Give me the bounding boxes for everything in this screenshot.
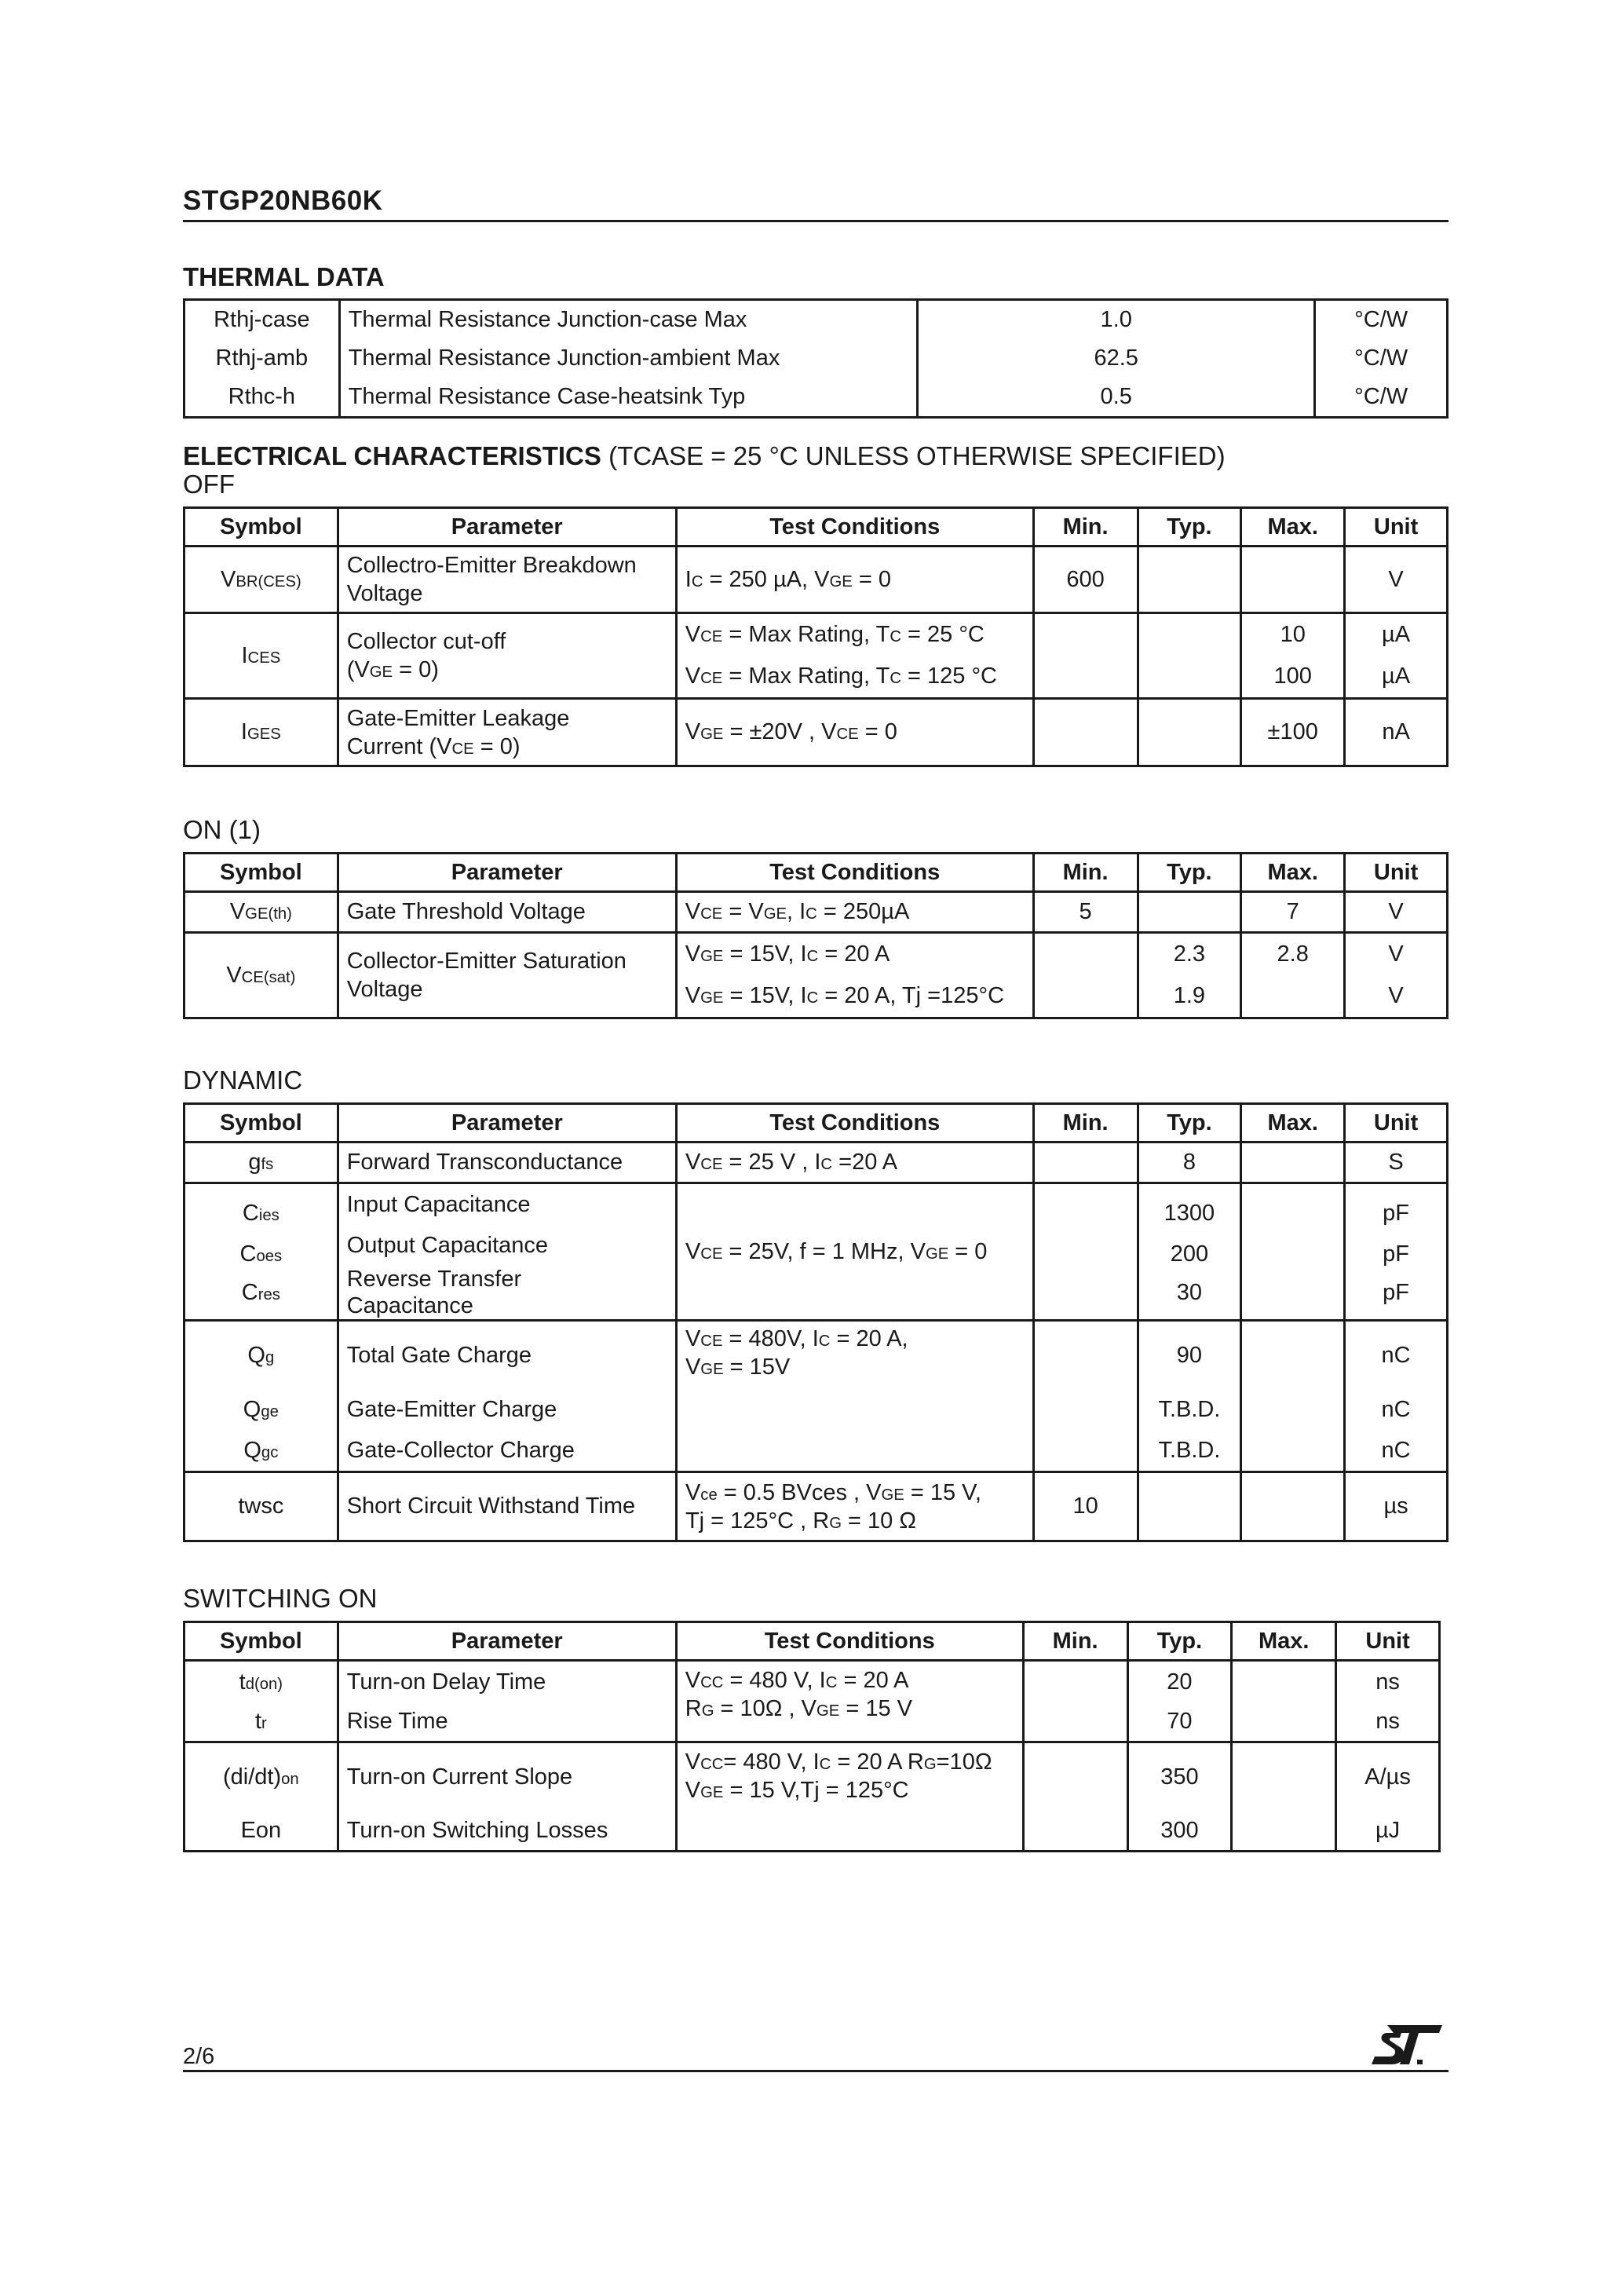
- col-min: Min.: [1033, 1104, 1138, 1143]
- table-header-row: [184, 1104, 1448, 1143]
- col-parameter: Parameter: [338, 854, 676, 892]
- parameter-line: Turn-on Switching Losses: [346, 1818, 608, 1843]
- table-row: [184, 1143, 1448, 1183]
- unit-value: µA: [1382, 622, 1411, 647]
- col-min: Min.: [1023, 1622, 1127, 1661]
- parameter-line: Gate-Emitter Leakage: [346, 705, 570, 731]
- unit-cell: °C/W: [1315, 339, 1448, 378]
- thermal-table: [183, 298, 1448, 419]
- max-value: 10: [1280, 622, 1306, 647]
- parameter-line: Gate-Emitter Charge: [346, 1397, 557, 1422]
- symbol-line: Eon: [240, 1818, 282, 1843]
- value-cell: 0.5: [918, 378, 1315, 418]
- max-cell: [1241, 933, 1345, 1018]
- electrical-section-title: [183, 441, 1226, 471]
- typ-value: 200: [1170, 1241, 1209, 1267]
- unit-cell: [1345, 1321, 1448, 1472]
- parameter-cell: [338, 699, 676, 766]
- min-cell: [1033, 1321, 1138, 1472]
- parameter-line: Collector-Emitter Saturation: [346, 949, 627, 974]
- page-number: 2/6: [183, 2044, 215, 2069]
- test-conditions-cell: $V_{CE} = 25$ V , $I_C =20$ A: [676, 1143, 1033, 1183]
- parameter-cell: [338, 933, 676, 1018]
- parameter-cell: Thermal Resistance Junction-ambient Max: [339, 339, 918, 378]
- col-unit: Unit: [1345, 1104, 1448, 1143]
- col-max: Max.: [1241, 1104, 1345, 1143]
- col-symbol: Symbol: [184, 508, 338, 547]
- unit-cell: S: [1345, 1143, 1448, 1183]
- switching-table: [183, 1621, 1441, 1852]
- typ-cell: [1138, 933, 1241, 1018]
- table-row: [184, 1742, 1440, 1852]
- parameter-line: Rise Time: [346, 1708, 448, 1734]
- typ-cell: [1127, 1661, 1232, 1742]
- table-row: [184, 699, 1448, 766]
- parameter-cell: Thermal Resistance Case-heatsink Typ: [339, 378, 918, 418]
- parameter-line: Current $(V_{CE} = 0)$: [346, 733, 521, 759]
- min-cell: 600: [1033, 547, 1138, 613]
- typ-value: 1.9: [1173, 983, 1206, 1008]
- symbol-cell: $g_{fs}$: [184, 1143, 338, 1183]
- switching-section-title: SWITCHING ON: [183, 1584, 378, 1613]
- col-test-conditions: Test Conditions: [676, 854, 1033, 892]
- typ-value: 300: [1160, 1818, 1199, 1843]
- unit-cell: [1345, 933, 1448, 1018]
- typ-cell: [1138, 613, 1241, 699]
- min-cell: [1023, 1661, 1127, 1742]
- unit-value: µJ: [1375, 1818, 1401, 1843]
- max-cell: [1232, 1742, 1336, 1852]
- unit-cell: [1336, 1742, 1440, 1852]
- col-symbol: Symbol: [184, 1104, 338, 1143]
- table-row: [184, 378, 1448, 418]
- document-title: STGP20NB60K: [183, 185, 383, 216]
- symbol-cell: twsc: [184, 1472, 338, 1541]
- max-cell: [1241, 1143, 1345, 1183]
- parameter-line: Voltage: [346, 977, 423, 1002]
- off-table: [183, 506, 1448, 767]
- max-cell: [1241, 613, 1345, 699]
- symbol-cell: $V_{BR(CES)}$: [184, 547, 338, 613]
- parameter-cell: Forward Transconductance: [338, 1143, 676, 1183]
- min-cell: [1023, 1742, 1127, 1852]
- col-typ: Typ.: [1138, 508, 1241, 547]
- symbol-cell: Rthj-amb: [184, 339, 340, 378]
- typ-value: 2.3: [1173, 941, 1206, 967]
- unit-value: ns: [1375, 1708, 1400, 1734]
- unit-value: nC: [1381, 1438, 1411, 1463]
- unit-value: V: [1388, 941, 1404, 967]
- table-header-row: [184, 508, 1448, 547]
- col-test-conditions: Test Conditions: [676, 1104, 1033, 1143]
- unit-value: A/µs: [1364, 1764, 1411, 1790]
- test-conditions-cell: $V_{CC}= 480$ V, $I_C = 20$ A $R_G=10\Omega$ $V_{GE} = 15$ V,Tj = 125°C: [676, 1742, 1023, 1852]
- electrical-title-bold: ELECTRICAL CHARACTERISTICS: [183, 441, 601, 470]
- col-parameter: Parameter: [338, 508, 676, 547]
- unit-cell: °C/W: [1315, 300, 1448, 340]
- unit-value: V: [1388, 983, 1404, 1008]
- symbol-cell: $I_{CES}$: [184, 613, 338, 699]
- parameter-line: Turn-on Current Slope: [346, 1764, 573, 1790]
- symbol-cell: Rthc-h: [184, 378, 340, 418]
- test-conditions-cell: $V_{GE} = \pm 20V$ , $V_{CE} = 0$: [676, 699, 1033, 766]
- parameter-cell: [338, 547, 676, 613]
- footer-divider: [183, 2070, 1448, 2072]
- parameter-cell: [338, 1183, 676, 1321]
- max-value: [1250, 975, 1335, 1017]
- col-parameter: Parameter: [338, 1622, 676, 1661]
- parameter-line: $(V_{GE} = 0)$: [346, 657, 439, 682]
- unit-cell: nA: [1345, 699, 1448, 766]
- typ-cell: [1138, 547, 1241, 613]
- table-row: [184, 1661, 1440, 1742]
- off-section-title: OFF: [183, 470, 235, 499]
- thermal-section-title: THERMAL DATA: [183, 262, 385, 291]
- parameter-line: Total Gate Charge: [346, 1343, 532, 1368]
- col-max: Max.: [1241, 508, 1345, 547]
- typ-value: T.B.D.: [1158, 1397, 1221, 1422]
- min-cell: 10: [1033, 1472, 1138, 1541]
- parameter-line: Capacitance: [346, 1293, 473, 1318]
- unit-value: ns: [1375, 1669, 1400, 1695]
- test-conditions-cell: $V_{CE} = V_{GE}$, $I_C = 250\mu A$: [676, 892, 1033, 933]
- table-header-row: [184, 854, 1448, 892]
- symbol-cell: Rthj-case: [184, 300, 340, 340]
- test-conditions-cell: $V_{GE} = 15V$, $I_C = 20$ A $V_{GE} = 15V$, $I_C = 20$ A, Tj =125°C: [676, 933, 1033, 1018]
- unit-cell: [1336, 1661, 1440, 1742]
- typ-value: 1300: [1164, 1201, 1215, 1226]
- min-cell: 5: [1033, 892, 1138, 933]
- value-cell: 1.0: [918, 300, 1315, 340]
- parameter-line: Voltage: [346, 581, 423, 606]
- unit-cell: V: [1345, 547, 1448, 613]
- col-max: Max.: [1241, 854, 1345, 892]
- max-value: 2.8: [1277, 941, 1309, 967]
- on-table: [183, 852, 1448, 1019]
- parameter-cell: Short Circuit Withstand Time: [338, 1472, 676, 1541]
- col-typ: Typ.: [1138, 854, 1241, 892]
- col-parameter: Parameter: [338, 1104, 676, 1143]
- table-row: [184, 300, 1448, 340]
- typ-cell: [1138, 1183, 1241, 1321]
- typ-value: 30: [1176, 1280, 1203, 1305]
- col-unit: Unit: [1345, 854, 1448, 892]
- symbol-cell: $C_{ies}$ $C_{oes}$ $C_{res}$: [184, 1183, 338, 1321]
- parameter-line: Input Capacitance: [346, 1192, 531, 1217]
- symbol-cell: $(di/dt)_{on}$ Eon: [184, 1742, 338, 1852]
- unit-value: µA: [1382, 664, 1411, 689]
- table-row: [184, 1183, 1448, 1321]
- min-cell: [1033, 1143, 1138, 1183]
- test-conditions-cell: $V_{CE} = 25V$, f = 1 MHz, $V_{GE} = 0$: [676, 1183, 1033, 1321]
- parameter-line: Reverse Transfer: [346, 1267, 522, 1292]
- typ-cell: 8: [1138, 1143, 1241, 1183]
- unit-cell: [1345, 613, 1448, 699]
- parameter-cell: [338, 1661, 676, 1742]
- unit-cell: µs: [1345, 1472, 1448, 1541]
- unit-cell: [1345, 1183, 1448, 1321]
- typ-cell: [1138, 1472, 1241, 1541]
- unit-cell: °C/W: [1315, 378, 1448, 418]
- min-cell: [1033, 699, 1138, 766]
- max-value: 100: [1273, 664, 1312, 689]
- symbol-cell: $I_{GES}$: [184, 699, 338, 766]
- parameter-line: Gate-Collector Charge: [346, 1438, 575, 1463]
- col-min: Min.: [1033, 508, 1138, 547]
- typ-cell: [1138, 892, 1241, 933]
- typ-cell: [1138, 699, 1241, 766]
- col-symbol: Symbol: [184, 1622, 338, 1661]
- min-cell: [1033, 1183, 1138, 1321]
- st-logo-icon: [1370, 2022, 1445, 2067]
- table-row: [184, 892, 1448, 933]
- typ-cell: [1138, 1321, 1241, 1472]
- max-cell: [1241, 1472, 1345, 1541]
- table-row: [184, 933, 1448, 1018]
- symbol-cell: $V_{CE(sat)}$: [184, 933, 338, 1018]
- test-conditions-cell: $I_C = 250$ µA, $V_{GE} = 0$: [676, 547, 1033, 613]
- on-section-title: ON (1): [183, 815, 261, 844]
- unit-value: pF: [1383, 1241, 1409, 1267]
- table-header-row: [184, 1622, 1440, 1661]
- typ-value: 20: [1167, 1669, 1193, 1695]
- col-min: Min.: [1033, 854, 1138, 892]
- max-cell: [1241, 1321, 1345, 1472]
- parameter-line: Output Capacitance: [346, 1233, 549, 1258]
- col-test-conditions: Test Conditions: [676, 1622, 1023, 1661]
- unit-value: nC: [1381, 1397, 1411, 1422]
- parameter-cell: Gate Threshold Voltage: [338, 892, 676, 933]
- unit-cell: V: [1345, 892, 1448, 933]
- value-cell: 62.5: [918, 339, 1315, 378]
- test-conditions-cell: $V_{CE} = 480V$, $I_C = 20$ A, $V_{GE} = 15V$: [676, 1321, 1033, 1472]
- col-symbol: Symbol: [184, 854, 338, 892]
- col-unit: Unit: [1336, 1622, 1440, 1661]
- parameter-cell: [338, 1742, 676, 1852]
- min-cell: [1033, 613, 1138, 699]
- col-unit: Unit: [1345, 508, 1448, 547]
- header-divider: [183, 220, 1448, 222]
- typ-value: T.B.D.: [1158, 1438, 1221, 1463]
- parameter-cell: [338, 613, 676, 699]
- min-cell: [1033, 933, 1138, 1018]
- parameter-cell: [338, 1321, 676, 1472]
- typ-cell: [1127, 1742, 1232, 1852]
- typ-value: 90: [1176, 1343, 1203, 1368]
- dynamic-table: [183, 1102, 1448, 1542]
- test-conditions-cell: $V_{CE}$ = Max Rating, $T_C = 25$ °C $V_{CE}$ = Max Rating, $T_C = 125$ °C: [676, 613, 1033, 699]
- col-typ: Typ.: [1138, 1104, 1241, 1143]
- col-typ: Typ.: [1127, 1622, 1232, 1661]
- unit-value: nC: [1381, 1343, 1411, 1368]
- max-cell: [1241, 547, 1345, 613]
- parameter-line: Collectro-Emitter Breakdown: [346, 553, 637, 578]
- table-row: [184, 1321, 1448, 1472]
- max-cell: [1241, 1183, 1345, 1321]
- test-conditions-cell: $V_{CC} = 480$ V, $I_C = 20$ A $R_G = 10\Omega$ , $V_{GE} = 15$ V: [676, 1661, 1023, 1742]
- symbol-cell: $V_{GE(th)}$: [184, 892, 338, 933]
- max-cell: [1232, 1661, 1336, 1742]
- parameter-cell: Thermal Resistance Junction-case Max: [339, 300, 918, 340]
- parameter-line: Turn-on Delay Time: [346, 1669, 546, 1695]
- typ-value: 350: [1160, 1764, 1199, 1790]
- table-row: [184, 339, 1448, 378]
- max-cell: 7: [1241, 892, 1345, 933]
- test-conditions-cell: $V_{ce} = 0.5$ BVces , $V_{GE} = 15$ V, Tj = 125°C , $R_G = 10$ Ω: [676, 1472, 1033, 1541]
- col-max: Max.: [1232, 1622, 1336, 1661]
- parameter-line: Collector cut-off: [346, 629, 506, 654]
- table-row: [184, 547, 1448, 613]
- typ-value: 70: [1167, 1708, 1193, 1734]
- table-row: [184, 1472, 1448, 1541]
- unit-value: pF: [1383, 1201, 1409, 1226]
- dynamic-section-title: DYNAMIC: [183, 1066, 303, 1095]
- electrical-title-conditions: (TCASE = 25 °C UNLESS OTHERWISE SPECIFIED): [601, 441, 1226, 470]
- table-row: [184, 613, 1448, 699]
- unit-value: pF: [1383, 1280, 1409, 1305]
- max-cell: ±100: [1241, 699, 1345, 766]
- symbol-cell: $Q_g$ $Q_{ge}$ $Q_{gc}$: [184, 1321, 338, 1472]
- symbol-cell: $t_{d(on)}$ $t_r$: [184, 1661, 338, 1742]
- col-test-conditions: Test Conditions: [676, 508, 1033, 547]
